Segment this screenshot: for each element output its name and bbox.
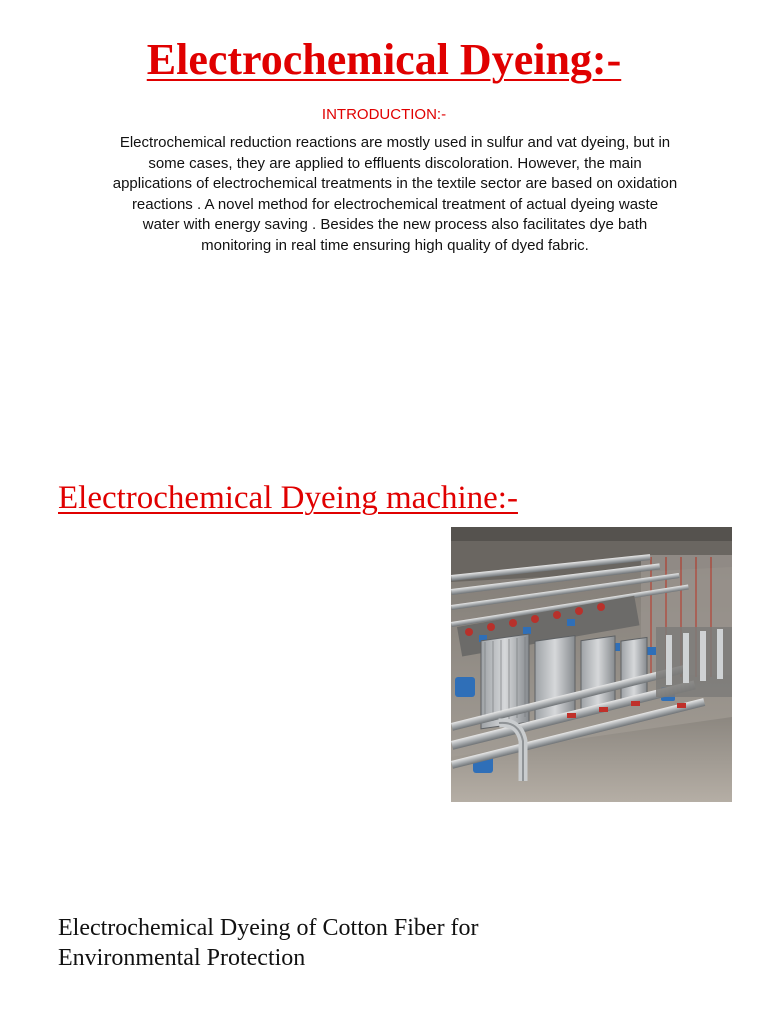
page-title: Electrochemical Dyeing:-: [146, 35, 622, 84]
document-caption: Electrochemical Dyeing of Cotton Fiber for Environmental Protection: [58, 915, 479, 971]
introduction-heading: INTRODUCTION:-: [321, 106, 447, 123]
introduction-paragraph: Electrochemical reduction reactions are mostly used in sulfur and vat dyeing, but in some cases, they are applied to effluents discoloration. However, the main applications of electrochemical treatments in the textile sector are based on oxidation reactions . A novel method for electrochemical treatment of actual dyeing waste water with energy saving . Besides the new process also facilitates dye bath monitoring in real time ensuring high quality of dyed fabric.: [112, 134, 678, 254]
machine-section-heading: Electrochemical Dyeing machine:-: [58, 480, 518, 516]
dyeing-machine-photo: [451, 527, 732, 802]
